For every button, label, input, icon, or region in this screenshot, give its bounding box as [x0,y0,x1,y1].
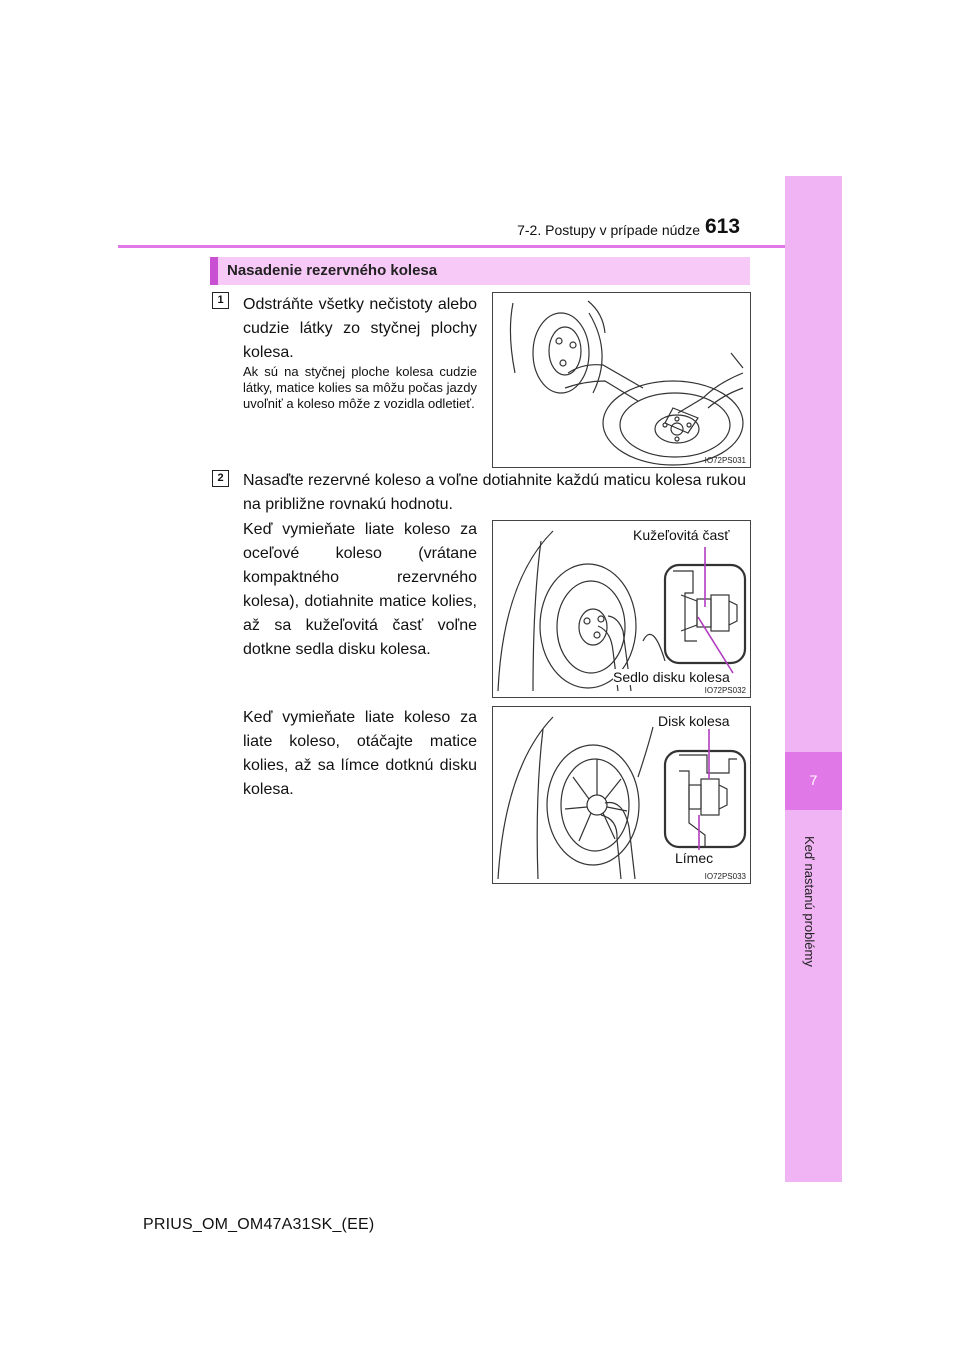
step-1-text: Odstráňte všetky nečistoty alebo cudzie látky zo styčnej plochy kolesa. [243,296,477,361]
figure-code: IO72PS032 [704,686,746,695]
step-2-alloy-wheel-text: Keď vymieňate liate koleso za liate koleso, otáčajte matice kolies, až sa límce dotknú disku kolesa. [243,709,477,798]
illustration-clean-hub [493,293,750,467]
step-1-note: Ak sú na styčnej ploche kolesa cudzie látky, matice kolies sa môžu počas jazdy uvoľniť a koleso môže z vozidla odletieť. [243,364,477,411]
step-2-text: Nasaďte rezervné koleso a voľne dotiahnite každú maticu kolesa rukou na približne rovnakú hodnotu. [243,472,746,513]
callout-collar: Límec [675,850,714,866]
figure-code: IO72PS031 [704,456,746,465]
step-2-steel-wheel-text: Keď vymieňate liate koleso za oceľové koleso (vrátane kompaktného rezervného kolesa), dotiahnite matice kolies, až sa kužeľovitá časť voľne dotkne sedla disku kolesa. [243,521,477,658]
footer-doc-id: PRIUS_OM_OM47A31SK_(EE) [143,1216,375,1233]
figure-steel-wheel-nut [492,520,751,698]
page-number: 613 [705,215,741,238]
chapter-tab: 7 Keď nastanú problémy [785,176,842,1182]
step-number-1: 1 [212,292,229,309]
figure-code: IO72PS033 [704,872,746,881]
callout-wheel-disc: Disk kolesa [658,713,730,729]
figure-alloy-wheel-nut [492,706,751,884]
header-divider [118,245,785,248]
step-number-2: 2 [212,470,229,487]
section-title: Nasadenie rezervného kolesa [227,262,438,279]
callout-wheel-seat: Sedlo disku kolesa [613,669,730,685]
header-section: 7-2. Postupy v prípade núdze [517,222,700,238]
section-header [210,257,750,285]
callout-cone: Kužeľovitá časť [633,527,730,543]
figure-clean-wheel [492,292,751,468]
section-header-bar [210,257,218,285]
chapter-number: 7 [809,772,818,788]
